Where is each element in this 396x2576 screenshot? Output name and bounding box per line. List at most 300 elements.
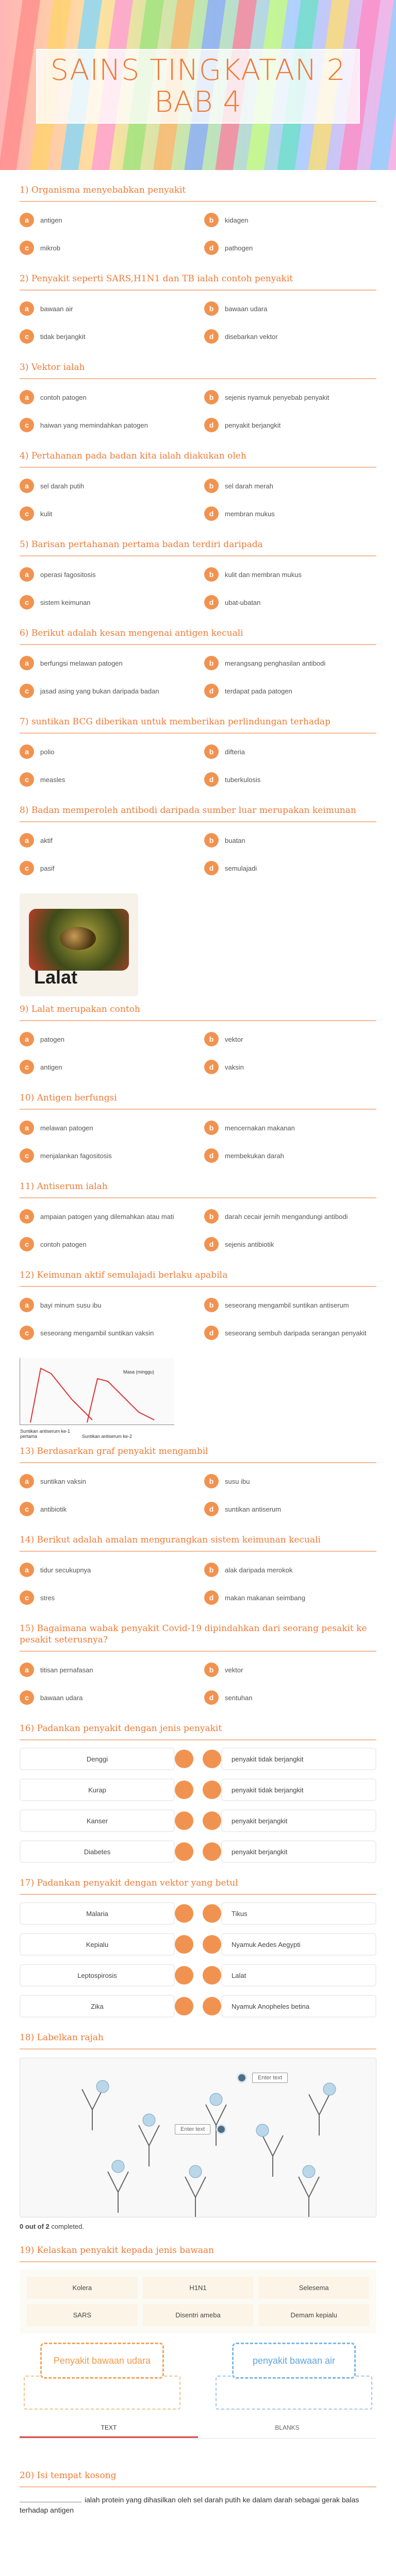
- sort-items: [20, 2269, 376, 2333]
- option-a[interactable]: [20, 564, 192, 585]
- divider: [20, 1197, 376, 1198]
- option-text: bayi minum susu ibu: [40, 1301, 102, 1309]
- option-text: haiwan yang memindahkan patogen: [40, 421, 148, 429]
- options: [20, 1470, 376, 1520]
- matching-grid: [20, 1748, 376, 1863]
- option-letter: c: [20, 684, 34, 698]
- option-letter: d: [204, 1502, 219, 1516]
- question: [20, 1181, 376, 1255]
- option-letter: c: [20, 1326, 34, 1340]
- match-left-item[interactable]: Leptospirosis: [20, 1964, 175, 1987]
- divider: [20, 1651, 376, 1652]
- option-text: seseorang mengambil suntikan antiserum: [225, 1301, 349, 1309]
- match-right-item[interactable]: penyakit berjangkit: [221, 1809, 376, 1832]
- option-letter: a: [20, 1298, 34, 1312]
- option-c[interactable]: [20, 503, 192, 524]
- option-letter: b: [204, 213, 219, 227]
- option-b[interactable]: [204, 652, 376, 674]
- page-title: SAINS TINGKATAN 2 BAB 4: [50, 53, 346, 119]
- option-text: sistem keimunan: [40, 598, 91, 606]
- option-c[interactable]: [20, 1587, 192, 1608]
- progress-count: 0 out of 2: [20, 2223, 50, 2230]
- option-a[interactable]: [20, 1206, 192, 1227]
- option-letter: c: [20, 1690, 34, 1705]
- option-d[interactable]: [204, 1145, 376, 1166]
- options: [20, 829, 376, 879]
- match-dot-left[interactable]: [175, 1966, 193, 1985]
- options: [20, 1117, 376, 1166]
- option-letter: d: [204, 1690, 219, 1705]
- match-right-item[interactable]: penyakit tidak berjangkit: [221, 1778, 376, 1801]
- option-a[interactable]: [20, 829, 192, 851]
- divider: [20, 290, 376, 291]
- sort-item[interactable]: H1N1: [143, 2277, 254, 2299]
- bin-airborne[interactable]: [20, 2343, 185, 2410]
- option-text: antibiotik: [40, 1505, 67, 1513]
- antibody-shape: [185, 2177, 206, 2217]
- option-d[interactable]: [204, 326, 376, 347]
- option-text: kulit dan membran mukus: [225, 570, 302, 579]
- option-a[interactable]: [20, 1470, 192, 1492]
- sort-question: [20, 2245, 376, 2439]
- option-letter: a: [20, 479, 34, 493]
- option-a[interactable]: [20, 1028, 192, 1050]
- divider: [20, 1551, 376, 1552]
- option-c[interactable]: [20, 414, 192, 436]
- option-text: ubat-ubatan: [225, 598, 261, 606]
- option-text: vektor: [225, 1666, 243, 1674]
- question-title: 16) Padankan penyakit dengan jenis penyakit: [20, 1723, 222, 1734]
- option-letter: a: [20, 567, 34, 582]
- question-title: 1) Organisma menyebabkan penyakit: [20, 185, 186, 195]
- graph-question: [20, 1358, 376, 1520]
- option-a[interactable]: [20, 209, 192, 231]
- question-title: 18) Labelkan rajah: [20, 2032, 104, 2043]
- option-a[interactable]: [20, 298, 192, 319]
- image-question: [20, 893, 376, 1078]
- option-c[interactable]: [20, 1056, 192, 1078]
- match-dot-left[interactable]: [175, 1842, 193, 1861]
- question: [20, 450, 376, 524]
- divider: [20, 1020, 376, 1021]
- divider: [20, 2261, 376, 2262]
- option-text: antigen: [40, 216, 62, 224]
- question-title: 12) Keimunan aktif semulajadi berlaku apabila: [20, 1270, 228, 1280]
- match-right-item[interactable]: Nyamuk Aedes Aegypti: [221, 1933, 376, 1956]
- question-title: 20) Isi tempat kosong: [20, 2470, 117, 2481]
- option-c[interactable]: [20, 769, 192, 790]
- option-d[interactable]: [204, 680, 376, 702]
- questions: [0, 184, 396, 2515]
- option-text: bawaan udara: [225, 304, 268, 313]
- graph-annotation: Masa (minggu): [123, 1369, 155, 1375]
- options: [20, 1559, 376, 1608]
- option-letter: d: [204, 595, 219, 609]
- antigen: [143, 2114, 155, 2126]
- antigen: [189, 2165, 202, 2178]
- option-letter: c: [20, 1502, 34, 1516]
- sort-item[interactable]: Demam kepialu: [258, 2304, 369, 2326]
- option-c[interactable]: [20, 680, 192, 702]
- option-text: tidur secukupnya: [40, 1566, 91, 1574]
- option-a[interactable]: [20, 1559, 192, 1581]
- bin-body: [216, 2376, 372, 2410]
- option-text: vaksin: [225, 1063, 244, 1071]
- option-letter: c: [20, 1148, 34, 1163]
- option-b[interactable]: [204, 475, 376, 497]
- option-b[interactable]: [204, 209, 376, 231]
- option-text: operasi fagositosis: [40, 570, 96, 579]
- option-d[interactable]: [204, 769, 376, 790]
- options: [20, 741, 376, 790]
- option-text: kidagen: [225, 216, 249, 224]
- option-letter: b: [204, 1474, 219, 1488]
- option-letter: d: [204, 1326, 219, 1340]
- option-letter: b: [204, 833, 219, 848]
- option-d[interactable]: [204, 1056, 376, 1078]
- match-connectors: [175, 1995, 221, 2018]
- question-title: 15) Bagaimana wabak penyakit Covid-19 dipindahkan dari seorang pesakit ke pesakit seterusnya?: [20, 1623, 367, 1645]
- option-letter: b: [204, 1121, 219, 1135]
- match-dot-right[interactable]: [203, 1750, 221, 1768]
- options: [20, 209, 376, 259]
- antibody-shape: [108, 2172, 128, 2213]
- bin-label: Penyakit bawaan udara: [40, 2343, 164, 2379]
- option-a[interactable]: [20, 652, 192, 674]
- option-letter: a: [20, 833, 34, 848]
- option-letter: c: [20, 595, 34, 609]
- bin-label: penyakit bawaan air: [232, 2343, 356, 2379]
- question-graph: [20, 1358, 174, 1439]
- match-connectors: [175, 1809, 221, 1832]
- progress-suffix: completed.: [51, 2223, 84, 2230]
- match-dot-right[interactable]: [203, 1781, 221, 1799]
- question: [20, 1092, 376, 1166]
- antibody-shape: [309, 2094, 329, 2136]
- match-left-item[interactable]: Kepialu: [20, 1933, 175, 1956]
- image-caption: Lalat: [34, 967, 78, 988]
- option-text: pasif: [40, 864, 55, 872]
- option-letter: d: [204, 1148, 219, 1163]
- option-letter: d: [204, 1060, 219, 1074]
- sort-item[interactable]: Kolera: [27, 2277, 138, 2299]
- option-c[interactable]: [20, 1233, 192, 1255]
- option-c[interactable]: [20, 1322, 192, 1344]
- option-letter: c: [20, 772, 34, 787]
- option-letter: c: [20, 329, 34, 344]
- option-text: susu ibu: [225, 1477, 250, 1485]
- option-text: antigen: [40, 1063, 62, 1071]
- option-text: sel darah putih: [40, 482, 85, 490]
- option-b[interactable]: [204, 298, 376, 319]
- option-a[interactable]: [20, 1117, 192, 1139]
- divider: [20, 2048, 376, 2049]
- match-left-item[interactable]: Kurap: [20, 1778, 175, 1801]
- antibody-shape: [299, 2177, 319, 2217]
- option-a[interactable]: [20, 386, 192, 408]
- question: [20, 1623, 376, 1708]
- label-input-2[interactable]: Enter text: [175, 2124, 210, 2134]
- match-dot-right[interactable]: [203, 1842, 221, 1861]
- match-dot-left[interactable]: [175, 1750, 193, 1768]
- option-letter: a: [20, 656, 34, 670]
- question: [20, 628, 376, 702]
- option-a[interactable]: [20, 475, 192, 497]
- option-text: difteria: [225, 748, 245, 756]
- question: [20, 362, 376, 436]
- match-dot-left[interactable]: [175, 1781, 193, 1799]
- option-letter: d: [204, 772, 219, 787]
- divider: [20, 733, 376, 734]
- match-left-item[interactable]: Malaria: [20, 1902, 175, 1925]
- option-letter: c: [20, 1590, 34, 1605]
- option-text: sejenis antibiotik: [225, 1240, 274, 1248]
- option-d[interactable]: [204, 591, 376, 613]
- antigen: [303, 2165, 315, 2178]
- option-c[interactable]: [20, 237, 192, 259]
- divider: [20, 1739, 376, 1740]
- divider: [20, 1894, 376, 1895]
- option-b[interactable]: [204, 1294, 376, 1316]
- question-title: 6) Berikut adalah kesan mengenai antigen kecuali: [20, 628, 243, 638]
- option-letter: a: [20, 1121, 34, 1135]
- mcq-group-1: [20, 184, 376, 879]
- option-letter: d: [204, 1237, 219, 1251]
- option-letter: a: [20, 301, 34, 316]
- options: [20, 298, 376, 347]
- question: [20, 716, 376, 790]
- view-tabs: [20, 2419, 376, 2439]
- option-c[interactable]: [20, 1687, 192, 1708]
- option-letter: b: [204, 1209, 219, 1224]
- option-letter: c: [20, 241, 34, 255]
- question-title: 9) Lalat merupakan contoh: [20, 1004, 140, 1014]
- question-title: 3) Vektor ialah: [20, 362, 85, 372]
- option-text: sentuhan: [225, 1693, 253, 1702]
- question: [20, 184, 376, 259]
- antibody-shape: [262, 2136, 283, 2177]
- option-d[interactable]: [204, 503, 376, 524]
- match-right-item[interactable]: Lalat: [221, 1964, 376, 1987]
- option-text: mencernakan makanan: [225, 1124, 295, 1132]
- divider: [20, 1286, 376, 1287]
- question-title: 14) Berikut adalah amalan mengurangkan sistem keimunan kecuali: [20, 1535, 321, 1545]
- match-connectors: [175, 1933, 221, 1956]
- option-letter: b: [204, 567, 219, 582]
- option-text: menjalankan fagositosis: [40, 1151, 112, 1160]
- option-text: kulit: [40, 510, 53, 518]
- match-right-item[interactable]: penyakit tidak berjangkit: [221, 1748, 376, 1770]
- question-title: 7) suntikan BCG diberikan untuk memberikan perlindungan terhadap: [20, 717, 331, 727]
- option-b[interactable]: [204, 1206, 376, 1227]
- option-letter: b: [204, 390, 219, 404]
- matching-question-1: [20, 1723, 376, 1863]
- match-connectors: [175, 1840, 221, 1863]
- option-a[interactable]: [20, 1659, 192, 1681]
- sort-item[interactable]: Disentri ameba: [143, 2304, 254, 2326]
- question-title: 8) Badan memperoleh antibodi daripada sumber luar merupakan keimunan: [20, 805, 356, 816]
- question: [20, 1534, 376, 1608]
- option-letter: c: [20, 1060, 34, 1074]
- question-title: 11) Antiserum ialah: [20, 1181, 108, 1192]
- options: [20, 652, 376, 702]
- option-letter: b: [204, 1298, 219, 1312]
- sort-item[interactable]: SARS: [27, 2304, 138, 2326]
- label-input-1[interactable]: Enter text: [252, 2073, 288, 2083]
- antigen: [112, 2160, 124, 2173]
- title-banner: [0, 0, 396, 170]
- option-c[interactable]: [20, 591, 192, 613]
- option-b[interactable]: [204, 829, 376, 851]
- match-left-item[interactable]: Diabetes: [20, 1840, 175, 1863]
- match-right-item[interactable]: penyakit berjangkit: [221, 1840, 376, 1863]
- match-left-item[interactable]: Kanser: [20, 1809, 175, 1832]
- option-c[interactable]: [20, 1498, 192, 1520]
- option-letter: d: [204, 418, 219, 432]
- option-text: titisan pernafasan: [40, 1666, 93, 1674]
- option-text: bawaan udara: [40, 1693, 83, 1702]
- option-text: seseorang mengambil suntikan vaksin: [40, 1329, 154, 1337]
- option-d[interactable]: [204, 1233, 376, 1255]
- option-text: alak daripada merokok: [225, 1566, 293, 1574]
- option-d[interactable]: [204, 237, 376, 259]
- antibody-shape: [139, 2125, 159, 2166]
- option-a[interactable]: [20, 1294, 192, 1316]
- match-connectors: [175, 1748, 221, 1770]
- option-text: contoh patogen: [40, 393, 87, 401]
- match-right-item[interactable]: Nyamuk Anopheles betina: [221, 1995, 376, 2018]
- tab-blanks[interactable]: BLANKS: [275, 2424, 300, 2431]
- options: [20, 1028, 376, 1078]
- option-text: seseorang sembuh daripada serangan penyakit: [225, 1329, 367, 1337]
- antigen: [256, 2124, 269, 2137]
- match-dot-right[interactable]: [203, 1997, 221, 2015]
- graph-curve-1: [30, 1368, 92, 1422]
- option-b[interactable]: [204, 1559, 376, 1581]
- match-dot-left[interactable]: [175, 1935, 193, 1954]
- match-dot-right[interactable]: [203, 1935, 221, 1954]
- option-b[interactable]: [204, 1028, 376, 1050]
- antigen: [323, 2083, 336, 2095]
- option-b[interactable]: [204, 564, 376, 585]
- options: [20, 1206, 376, 1255]
- question-image: [20, 893, 138, 996]
- sort-bins: [20, 2343, 376, 2410]
- option-text: patogen: [40, 1035, 64, 1043]
- bin-waterborne[interactable]: [211, 2343, 376, 2410]
- option-letter: c: [20, 1237, 34, 1251]
- question-title: 19) Kelaskan penyakit kepada jenis bawaan: [20, 2245, 214, 2256]
- option-b[interactable]: [204, 1659, 376, 1681]
- sort-item[interactable]: Selesema: [258, 2277, 369, 2299]
- tab-text[interactable]: TEXT: [20, 2419, 198, 2438]
- option-letter: b: [204, 1663, 219, 1677]
- option-text: bawaan air: [40, 304, 73, 313]
- match-right-item[interactable]: Tikus: [221, 1902, 376, 1925]
- option-letter: b: [204, 1032, 219, 1046]
- option-text: berfungsi melawan patogen: [40, 659, 123, 667]
- option-letter: a: [20, 1474, 34, 1488]
- graph-caption-2: Suntikan antiserum ke-2: [82, 1434, 133, 1439]
- option-letter: b: [204, 479, 219, 493]
- option-b[interactable]: [204, 1470, 376, 1492]
- option-a[interactable]: [20, 741, 192, 762]
- match-connectors: [175, 1778, 221, 1801]
- option-b[interactable]: [204, 386, 376, 408]
- option-letter: b: [204, 1563, 219, 1577]
- option-text: sel darah merah: [225, 482, 273, 490]
- option-d[interactable]: [204, 1322, 376, 1344]
- option-text: semulajadi: [225, 864, 257, 872]
- option-text: aktif: [40, 836, 53, 844]
- option-text: stres: [40, 1594, 55, 1602]
- option-b[interactable]: [204, 741, 376, 762]
- option-text: ampaian patogen yang dilemahkan atau mati: [40, 1212, 174, 1221]
- match-dot-left[interactable]: [175, 1811, 193, 1830]
- label-point-2[interactable]: [216, 2124, 226, 2134]
- option-d[interactable]: [204, 414, 376, 436]
- match-dot-right[interactable]: [203, 1904, 221, 1923]
- option-letter: b: [204, 301, 219, 316]
- option-letter: b: [204, 656, 219, 670]
- bin-body: [24, 2376, 180, 2410]
- options: [20, 1659, 376, 1708]
- label-point-1[interactable]: [237, 2073, 247, 2083]
- option-text: membran mukus: [225, 510, 275, 518]
- option-text: disebarkan vektor: [225, 332, 278, 341]
- question: [20, 805, 376, 879]
- match-dot-left[interactable]: [175, 1997, 193, 2015]
- question-title: 2) Penyakit seperti SARS,H1N1 dan TB ialah contoh penyakit: [20, 274, 293, 284]
- options: [20, 1294, 376, 1344]
- option-d[interactable]: [204, 1587, 376, 1608]
- antibody-diagram: [20, 2058, 376, 2217]
- option-text: contoh patogen: [40, 1240, 87, 1248]
- option-letter: a: [20, 1663, 34, 1677]
- label-question: [20, 2032, 376, 2230]
- match-dot-left[interactable]: [175, 1904, 193, 1923]
- question: [20, 1269, 376, 1344]
- divider: [20, 1462, 376, 1463]
- question-title: 10) Antigen berfungsi: [20, 1093, 117, 1103]
- option-d[interactable]: [204, 1498, 376, 1520]
- option-text: darah cecair jernih mengandungi antibodi: [225, 1212, 348, 1221]
- options: [20, 475, 376, 524]
- divider: [20, 644, 376, 645]
- option-c[interactable]: [20, 857, 192, 879]
- option-text: tidak berjangkit: [40, 332, 86, 341]
- option-c[interactable]: [20, 326, 192, 347]
- match-left-item[interactable]: Denggi: [20, 1748, 175, 1770]
- divider: [20, 1109, 376, 1110]
- antibody-shape: [82, 2089, 103, 2130]
- option-c[interactable]: [20, 1145, 192, 1166]
- option-b[interactable]: [204, 1117, 376, 1139]
- match-dot-right[interactable]: [203, 1966, 221, 1985]
- matching-grid: [20, 1902, 376, 2018]
- match-left-item[interactable]: Zika: [20, 1995, 175, 2018]
- option-letter: a: [20, 213, 34, 227]
- mcq-group-2: [20, 1092, 376, 1344]
- option-d[interactable]: [204, 1687, 376, 1708]
- option-text: polio: [40, 748, 55, 756]
- option-letter: d: [204, 861, 219, 875]
- question: [20, 539, 376, 613]
- label-progress: [20, 2223, 376, 2230]
- option-d[interactable]: [204, 857, 376, 879]
- option-text: suntikan vaksin: [40, 1477, 86, 1485]
- match-dot-right[interactable]: [203, 1811, 221, 1830]
